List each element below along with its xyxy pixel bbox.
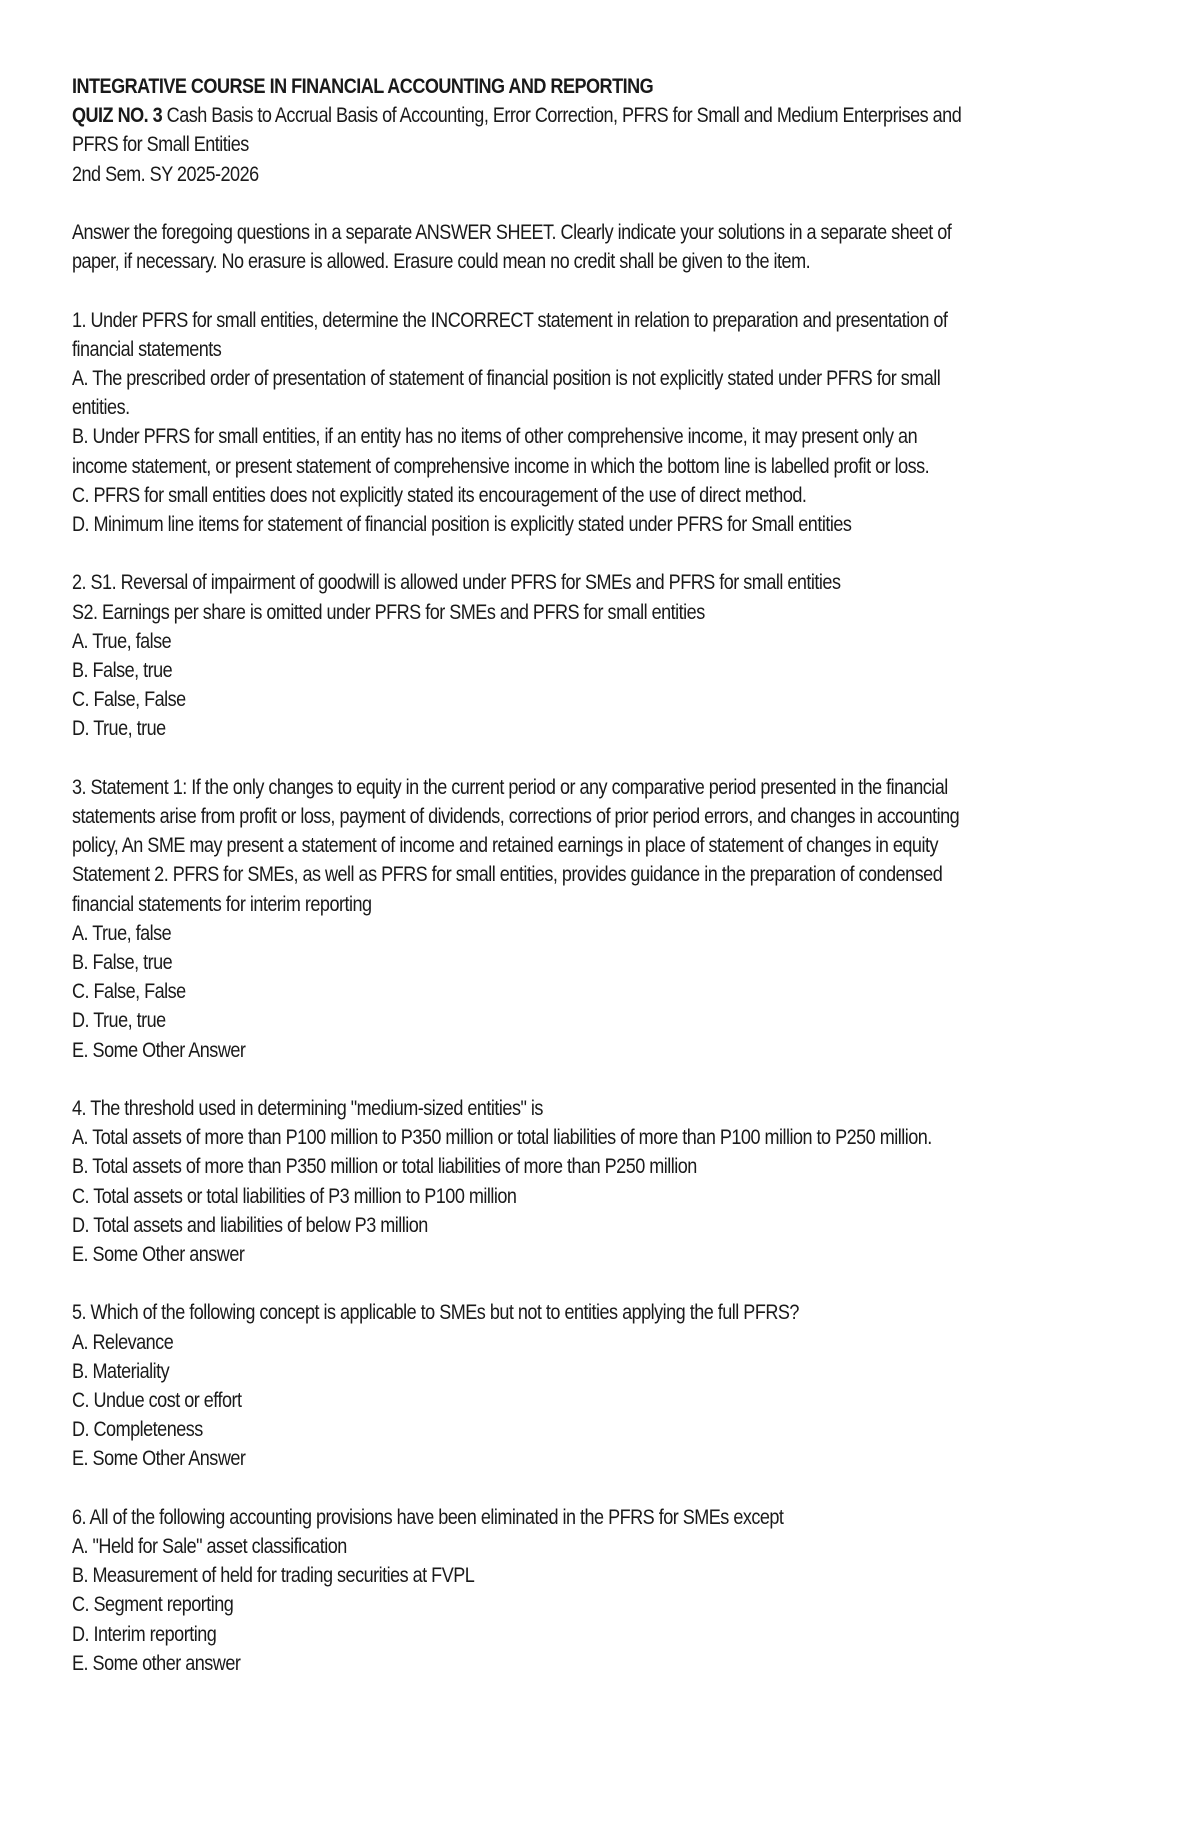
answer-option-d: D. True, true	[72, 1009, 166, 1033]
answer-option-e: E. Some Other Answer	[72, 1038, 246, 1062]
answer-option-a: A. True, false	[72, 629, 172, 653]
document-page	[72, 72, 975, 1678]
question-stem: 4. The threshold used in determining "medium-sized entities" is	[72, 1097, 543, 1121]
question-stem: 1. Under PFRS for small entities, determine the INCORRECT statement in relation to preparation and presentation of financial statements	[72, 308, 948, 361]
answer-option-c: C. False, False	[72, 688, 186, 712]
spacer	[72, 1065, 975, 1094]
instructions: Answer the foregoing questions in a separate ANSWER SHEET. Clearly indicate your solutions in a separate sheet of paper, if necessary. No erasure is allowed. Erasure could mean no credit shall be given to the item.	[72, 221, 952, 274]
answer-option-c: C. Total assets or total liabilities of P3 million to P100 million	[72, 1184, 517, 1208]
spacer	[72, 189, 975, 218]
answer-option-d: D. Total assets and liabilities of below P3 million	[72, 1213, 428, 1237]
question-2	[72, 568, 975, 743]
question-4	[72, 1094, 975, 1269]
answer-option-e: E. Some Other Answer	[72, 1447, 246, 1471]
answer-option-b: B. Measurement of held for trading securities at FVPL	[72, 1564, 475, 1588]
answer-option-a: A. The prescribed order of presentation of statement of financial position is not explicitly stated under PFRS for small entities.	[72, 367, 941, 420]
quiz-label: QUIZ NO. 3	[72, 104, 163, 128]
semester-line: 2nd Sem. SY 2025-2026	[72, 162, 259, 186]
question-stem-second-statement: S2. Earnings per share is omitted under PFRS for SMEs and PFRS for small entities	[72, 600, 705, 624]
question-5	[72, 1298, 975, 1473]
question-6	[72, 1503, 975, 1678]
question-3	[72, 773, 975, 1065]
question-stem: 5. Which of the following concept is applicable to SMEs but not to entities applying the full PFRS?	[72, 1301, 799, 1325]
answer-option-c: C. Undue cost or effort	[72, 1389, 242, 1413]
spacer	[72, 1269, 975, 1298]
answer-option-c: C. Segment reporting	[72, 1593, 234, 1617]
answer-option-c: C. False, False	[72, 980, 186, 1004]
answer-option-a: A. Relevance	[72, 1330, 174, 1354]
answer-option-b: B. Under PFRS for small entities, if an entity has no items of other comprehensive income, it may present only an income statement, or present statement of comprehensive income in which the bottom line is labelled profit or loss.	[72, 425, 930, 478]
course-title: INTEGRATIVE COURSE IN FINANCIAL ACCOUNTING AND REPORTING	[72, 75, 654, 98]
answer-option-d: D. Completeness	[72, 1418, 203, 1442]
quiz-topic: Cash Basis to Accrual Basis of Accounting, Error Correction, PFRS for Small and Medium Enterprises and PFRS for Small Entities	[72, 104, 962, 157]
answer-option-b: B. Total assets of more than P350 million or total liabilities of more than P250 million	[72, 1155, 697, 1179]
question-stem: 3. Statement 1: If the only changes to equity in the current period or any comparative period presented in the financial statements arise from profit or loss, payment of dividends, corrections of prior period errors, and changes in accounting policy, An SME may present a statement of income and retained earnings in place of statement of changes in equity	[72, 775, 960, 858]
spacer	[72, 744, 975, 773]
quiz-heading	[72, 101, 975, 159]
answer-option-e: E. Some other answer	[72, 1651, 241, 1675]
question-stem: 2. S1. Reversal of impairment of goodwill is allowed under PFRS for SMEs and PFRS for small entities	[72, 571, 841, 595]
answer-option-e: E. Some Other answer	[72, 1243, 245, 1267]
answer-option-a: A. "Held for Sale" asset classification	[72, 1535, 347, 1559]
spacer	[72, 539, 975, 568]
answer-option-d: D. True, true	[72, 717, 166, 741]
answer-option-b: B. False, true	[72, 659, 173, 683]
answer-option-d: D. Minimum line items for statement of financial position is explicitly stated under PFRS for Small entities	[72, 513, 852, 537]
question-stem-second-statement: Statement 2. PFRS for SMEs, as well as PFRS for small entities, provides guidance in the preparation of condensed financial statements for interim reporting	[72, 863, 943, 916]
question-1	[72, 306, 975, 540]
answer-option-a: A. Total assets of more than P100 million to P350 million or total liabilities of more than P100 million to P250 million.	[72, 1126, 932, 1150]
question-stem: 6. All of the following accounting provisions have been eliminated in the PFRS for SMEs except	[72, 1505, 784, 1529]
answer-option-d: D. Interim reporting	[72, 1622, 217, 1646]
answer-option-c: C. PFRS for small entities does not explicitly stated its encouragement of the use of direct method.	[72, 483, 807, 507]
spacer	[72, 1474, 975, 1503]
spacer	[72, 276, 975, 305]
answer-option-a: A. True, false	[72, 921, 172, 945]
answer-option-b: B. False, true	[72, 951, 173, 975]
answer-option-b: B. Materiality	[72, 1359, 170, 1383]
